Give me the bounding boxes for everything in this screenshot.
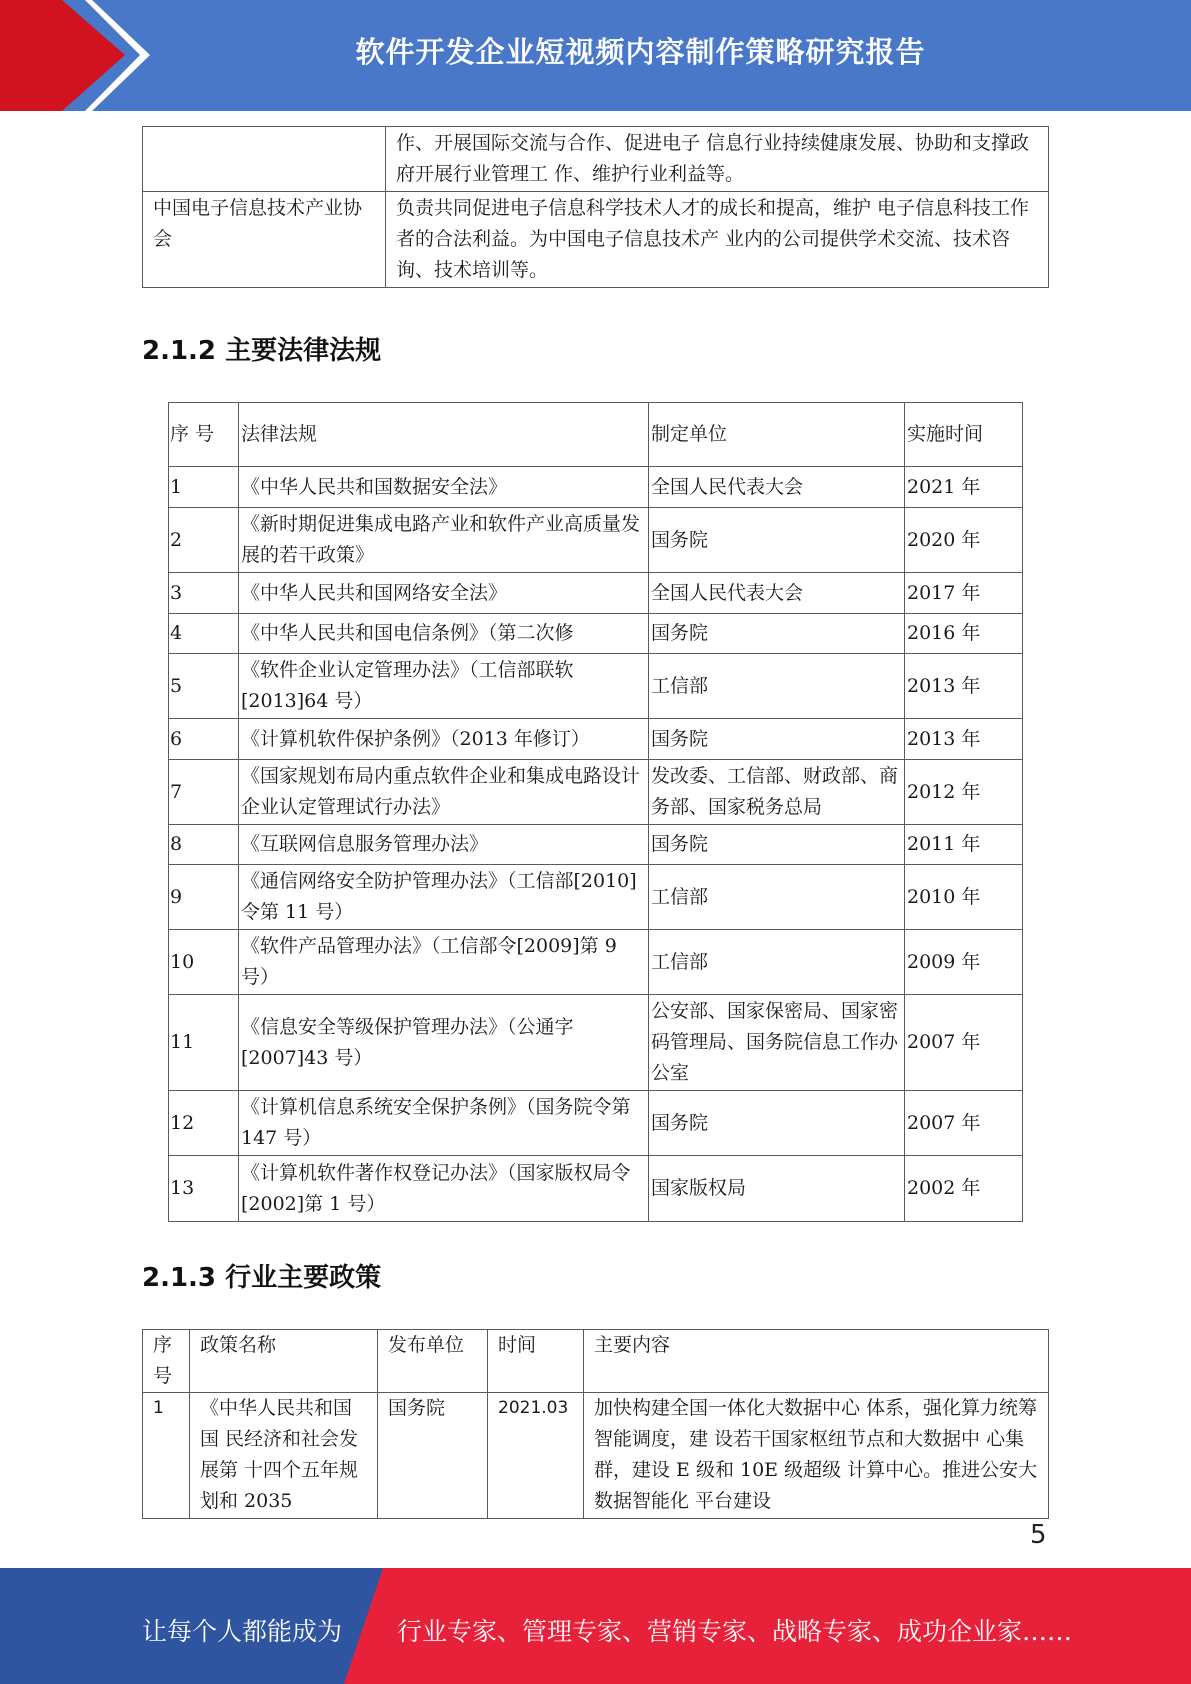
cell-law: 《计算机软件保护条例》（2013 年修订） bbox=[239, 719, 649, 760]
org-desc-cell: 负责共同促进电子信息科学技术人才的成长和提高，维护 电子信息科技工作者的合法利益。为中国电子信息技术产 业内的公司提供学术交流、技术咨询、技术培训等。 bbox=[386, 192, 1049, 288]
org-name-cell bbox=[143, 127, 386, 192]
page-header bbox=[0, 0, 1191, 111]
footer-slogan-right: 行业专家、管理专家、营销专家、战略专家、成功企业家…… bbox=[397, 1617, 1073, 1646]
cell-year: 2007 年 bbox=[905, 1091, 1023, 1156]
table-row bbox=[143, 192, 1049, 288]
col-header-unit: 制定单位 bbox=[649, 403, 905, 467]
cell-law: 《通信网络安全防护管理办法》（工信部[2010]令第 11 号） bbox=[239, 865, 649, 930]
cell-year: 2007 年 bbox=[905, 995, 1023, 1091]
col-header-time: 时间 bbox=[488, 1330, 584, 1393]
cell-law: 《中华人民共和国数据安全法》 bbox=[239, 467, 649, 508]
cell-no: 12 bbox=[169, 1091, 239, 1156]
table-header-row bbox=[169, 403, 1023, 467]
cell-no: 13 bbox=[169, 1156, 239, 1222]
cell-unit: 发改委、工信部、财政部、商务部、国家税务总局 bbox=[649, 760, 905, 825]
cell-unit: 国家版权局 bbox=[649, 1156, 905, 1222]
cell-law: 《软件产品管理办法》（工信部令[2009]第 9 号） bbox=[239, 930, 649, 995]
footer-slogan-left: 让每个人都能成为 bbox=[142, 1617, 343, 1646]
cell-law: 《软件企业认定管理办法》（工信部联软[2013]64 号） bbox=[239, 654, 649, 719]
cell-unit: 全国人民代表大会 bbox=[649, 573, 905, 614]
table-row bbox=[169, 573, 1023, 614]
table-row bbox=[169, 760, 1023, 825]
cell-year: 2013 年 bbox=[905, 654, 1023, 719]
col-header-content: 主要内容 bbox=[584, 1330, 1049, 1393]
table-row bbox=[143, 127, 1049, 192]
cell-year: 2021 年 bbox=[905, 467, 1023, 508]
table-row bbox=[169, 1091, 1023, 1156]
cell-no: 5 bbox=[169, 654, 239, 719]
header-title: 软件开发企业短视频内容制作策略研究报告 bbox=[355, 35, 926, 69]
col-header-no: 序 号 bbox=[169, 403, 239, 467]
org-table bbox=[142, 126, 1049, 288]
cell-time: 2021.03 bbox=[488, 1393, 584, 1519]
section-heading-2-1-3: 2.1.3 行业主要政策 bbox=[142, 1263, 382, 1293]
table-row bbox=[169, 995, 1023, 1091]
policy-table bbox=[142, 1329, 1049, 1519]
cell-law: 《新时期促进集成电路产业和软件产业高质量发展的若干政策》 bbox=[239, 508, 649, 573]
cell-law: 《互联网信息服务管理办法》 bbox=[239, 825, 649, 865]
col-header-unit: 发布单位 bbox=[378, 1330, 488, 1393]
cell-law: 《中华人民共和国网络安全法》 bbox=[239, 573, 649, 614]
table-row bbox=[169, 654, 1023, 719]
cell-no: 2 bbox=[169, 508, 239, 573]
table-row bbox=[169, 508, 1023, 573]
table-row bbox=[169, 825, 1023, 865]
law-table bbox=[168, 402, 1023, 1222]
cell-name: 《中华人民共和国国 民经济和社会发展第 十四个五年规划和 2035 bbox=[190, 1393, 378, 1519]
col-header-no: 序号 bbox=[143, 1330, 190, 1393]
cell-unit: 国务院 bbox=[649, 508, 905, 573]
cell-year: 2020 年 bbox=[905, 508, 1023, 573]
cell-no: 4 bbox=[169, 614, 239, 654]
cell-content: 加快构建全国一体化大数据中心 体系，强化算力统筹智能调度，建 设若干国家枢纽节点和大数据中 心集群，建设 E 级和 10E 级超级 计算中心。推进公安大数据智能化 平台建设 bbox=[584, 1393, 1049, 1519]
cell-year: 2011 年 bbox=[905, 825, 1023, 865]
cell-law: 《信息安全等级保护管理办法》（公通字[2007]43 号） bbox=[239, 995, 649, 1091]
cell-year: 2017 年 bbox=[905, 573, 1023, 614]
col-header-name: 政策名称 bbox=[190, 1330, 378, 1393]
page-number: 5 bbox=[1030, 1520, 1047, 1550]
org-desc-cell: 作、开展国际交流与合作、促进电子 信息行业持续健康发展、协助和支撑政府开展行业管理工 作、维护行业利益等。 bbox=[386, 127, 1049, 192]
cell-no: 8 bbox=[169, 825, 239, 865]
table-row bbox=[169, 719, 1023, 760]
cell-no: 10 bbox=[169, 930, 239, 995]
section-heading-2-1-2: 2.1.2 主要法律法规 bbox=[142, 336, 382, 366]
cell-law: 《中华人民共和国电信条例》（第二次修 bbox=[239, 614, 649, 654]
org-name-cell: 中国电子信息技术产业协会 bbox=[143, 192, 386, 288]
table-row bbox=[169, 614, 1023, 654]
cell-unit: 国务院 bbox=[649, 825, 905, 865]
cell-no: 7 bbox=[169, 760, 239, 825]
table-row bbox=[169, 1156, 1023, 1222]
table-row bbox=[169, 865, 1023, 930]
cell-year: 2013 年 bbox=[905, 719, 1023, 760]
table-row bbox=[169, 467, 1023, 508]
cell-no: 11 bbox=[169, 995, 239, 1091]
col-header-year: 实施时间 bbox=[905, 403, 1023, 467]
cell-year: 2016 年 bbox=[905, 614, 1023, 654]
table-row bbox=[143, 1393, 1049, 1519]
cell-no: 1 bbox=[169, 467, 239, 508]
cell-unit: 国务院 bbox=[378, 1393, 488, 1519]
cell-no: 1 bbox=[143, 1393, 190, 1519]
table-header-row bbox=[143, 1330, 1049, 1393]
cell-unit: 全国人民代表大会 bbox=[649, 467, 905, 508]
cell-no: 6 bbox=[169, 719, 239, 760]
cell-unit: 国务院 bbox=[649, 614, 905, 654]
cell-year: 2002 年 bbox=[905, 1156, 1023, 1222]
cell-unit: 工信部 bbox=[649, 930, 905, 995]
cell-unit: 工信部 bbox=[649, 865, 905, 930]
col-header-law: 法律法规 bbox=[239, 403, 649, 467]
cell-unit: 工信部 bbox=[649, 654, 905, 719]
page-footer bbox=[0, 1568, 1191, 1684]
cell-law: 《国家规划布局内重点软件企业和集成电路设计企业认定管理试行办法》 bbox=[239, 760, 649, 825]
cell-unit: 国务院 bbox=[649, 1091, 905, 1156]
table-row bbox=[169, 930, 1023, 995]
cell-law: 《计算机信息系统安全保护条例》（国务院令第 147 号） bbox=[239, 1091, 649, 1156]
cell-year: 2012 年 bbox=[905, 760, 1023, 825]
cell-no: 3 bbox=[169, 573, 239, 614]
cell-year: 2009 年 bbox=[905, 930, 1023, 995]
cell-unit: 国务院 bbox=[649, 719, 905, 760]
cell-unit: 公安部、国家保密局、国家密码管理局、国务院信息工作办公室 bbox=[649, 995, 905, 1091]
cell-no: 9 bbox=[169, 865, 239, 930]
cell-law: 《计算机软件著作权登记办法》（国家版权局令[2002]第 1 号） bbox=[239, 1156, 649, 1222]
cell-year: 2010 年 bbox=[905, 865, 1023, 930]
